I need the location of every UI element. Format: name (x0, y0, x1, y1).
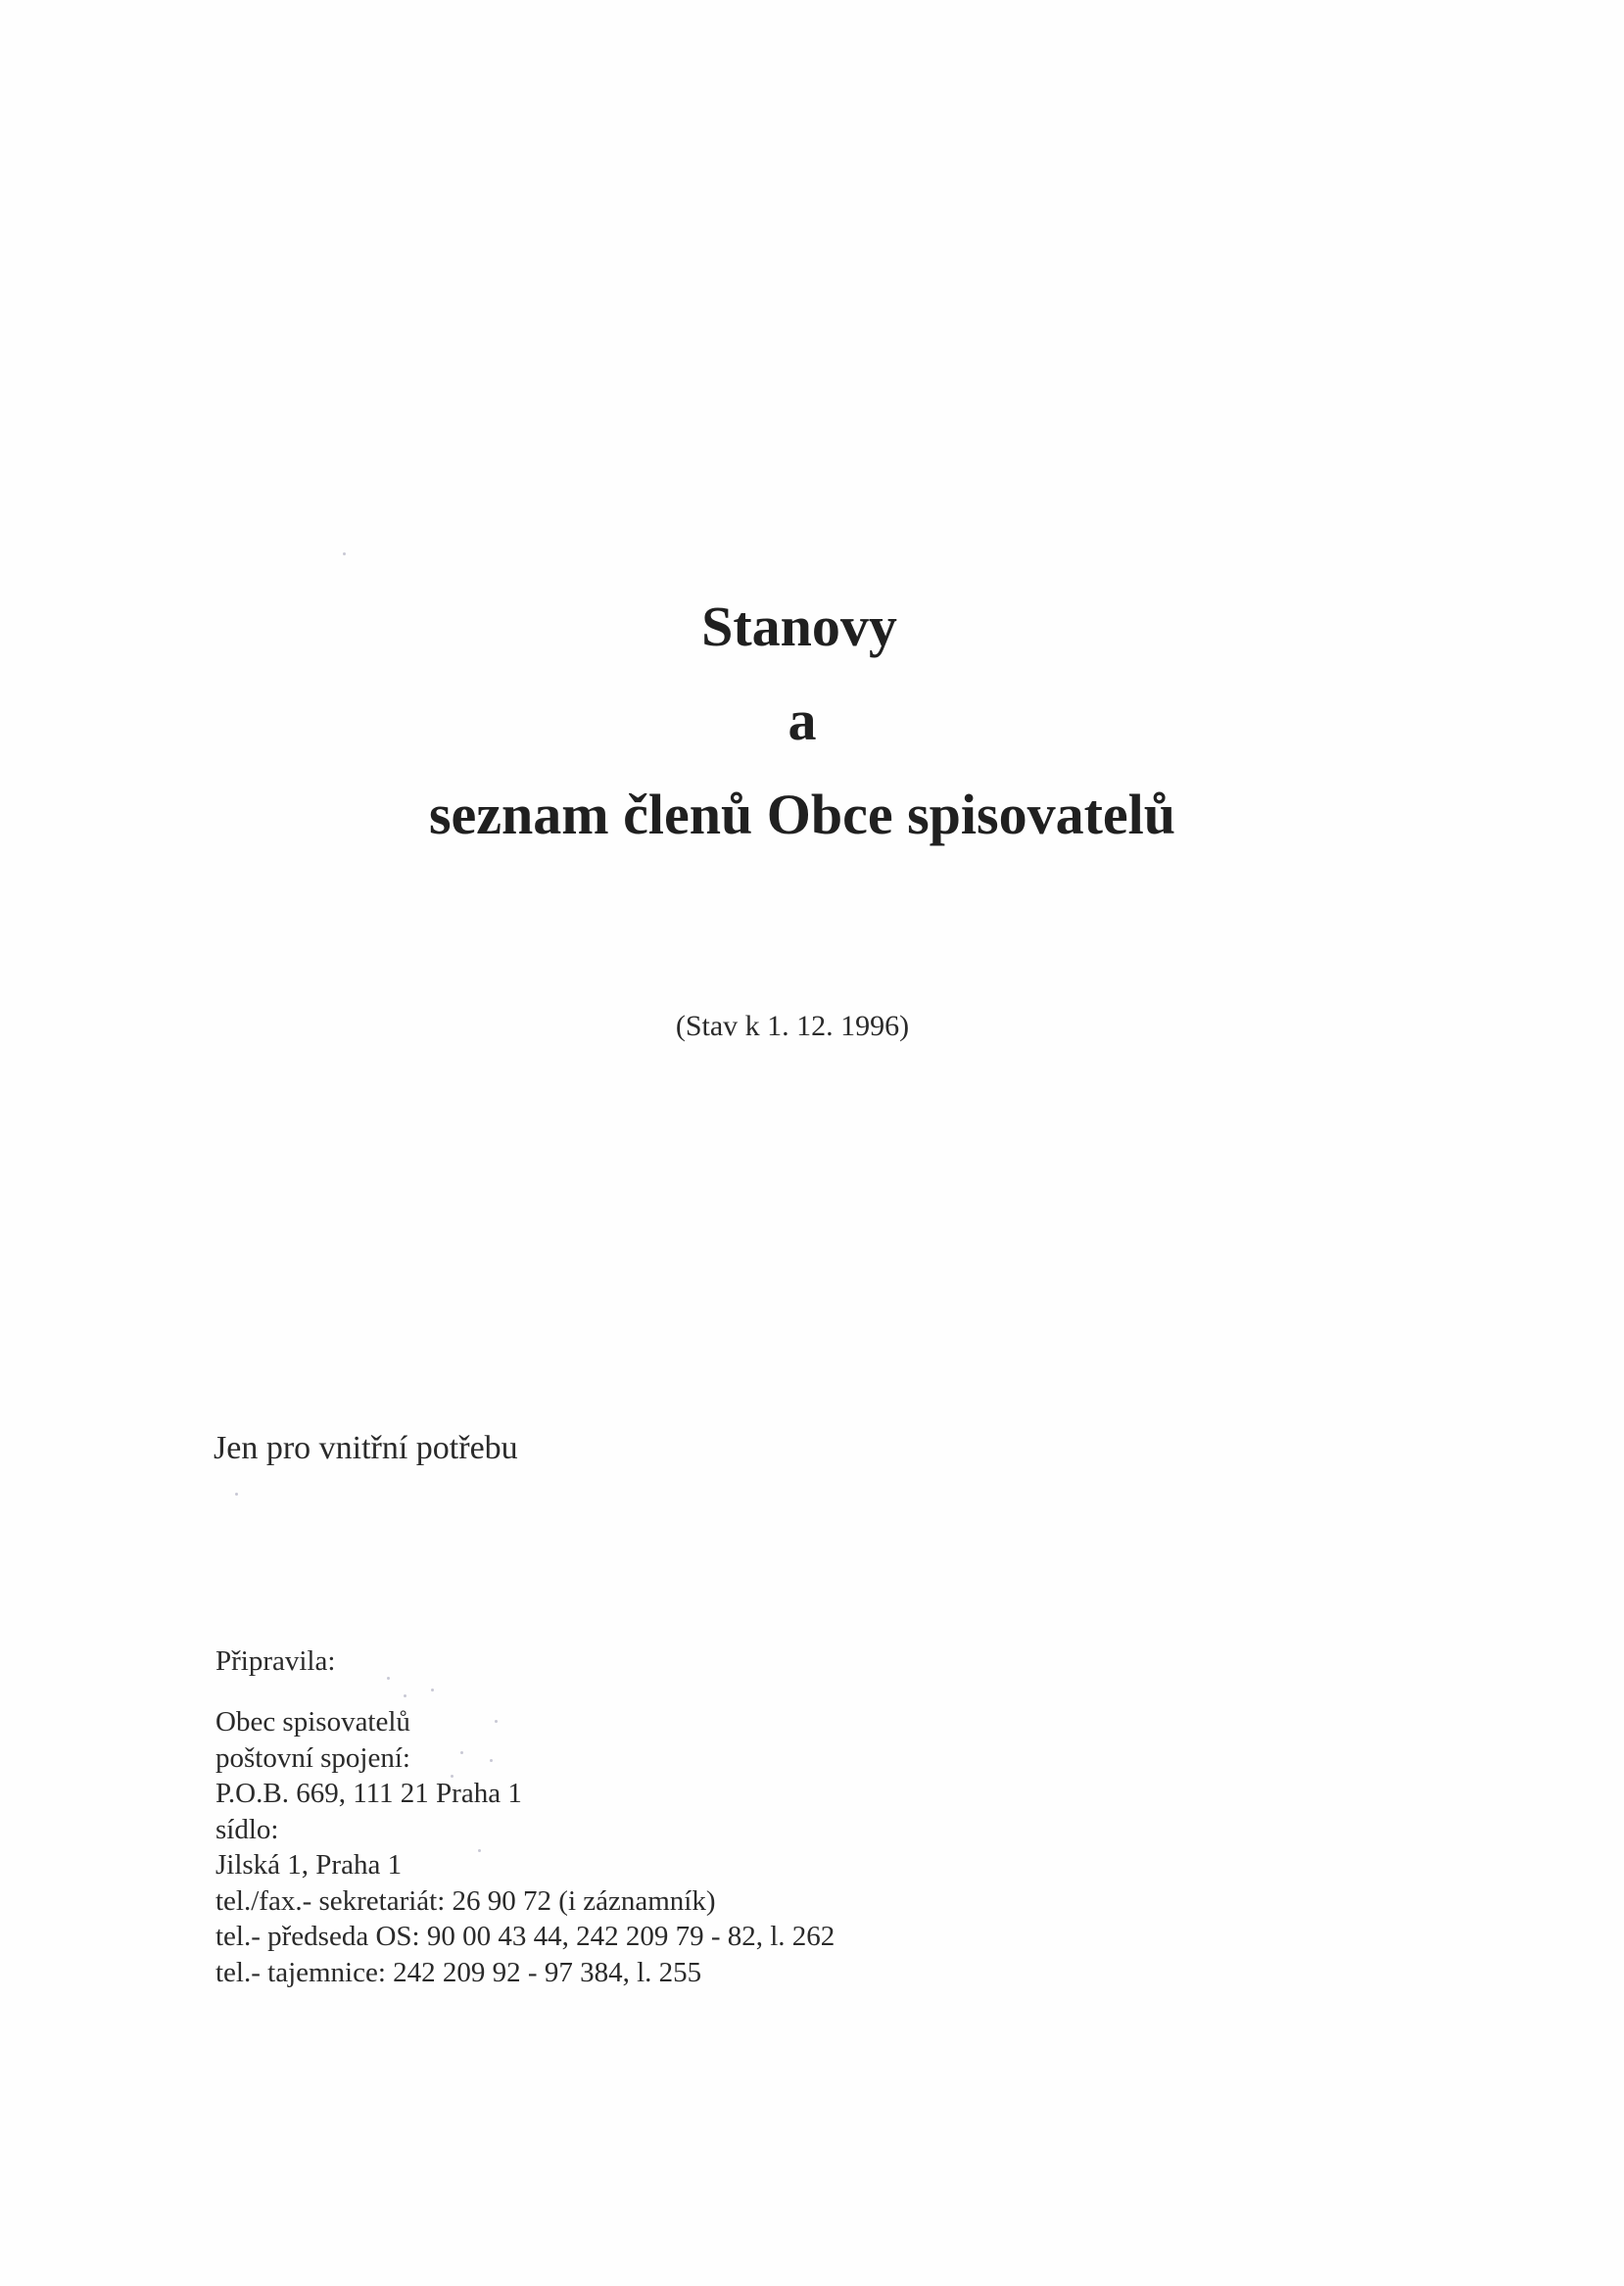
address-line-organization: Obec spisovatelů (215, 1706, 410, 1738)
stamp-speck (431, 1689, 434, 1691)
contact-address-block (215, 1704, 835, 1990)
stamp-speck (478, 1849, 481, 1852)
stamp-speck (404, 1694, 406, 1697)
status-date: (Stav k 1. 12. 1996) (675, 1010, 910, 1042)
address-line-postal-label: poštovní spojení: (215, 1741, 410, 1774)
address-line-po-box: P.O.B. 669, 111 21 Praha 1 (215, 1778, 522, 1809)
stamp-speck (387, 1677, 390, 1680)
address-line-secretary-phone: tel.- tajemnice: 242 209 92 - 97 384, l. 255 (215, 1956, 702, 1988)
address-line-seat-label: sídlo: (215, 1813, 279, 1845)
stamp-speck (235, 1493, 238, 1496)
address-line-secretariat-phone: tel./fax.- sekretariát: 26 90 72 (i záznamník) (215, 1884, 716, 1917)
title-line-conjunction: a (788, 689, 817, 752)
address-line-street: Jilská 1, Praha 1 (215, 1849, 403, 1881)
stamp-speck (495, 1720, 498, 1723)
title-line-member-list: seznam členů Obce spisovatelů (428, 783, 1176, 846)
document-title (0, 580, 1624, 862)
stamp-speck (460, 1751, 463, 1754)
stamp-speck (343, 552, 346, 555)
stamp-speck (490, 1759, 493, 1762)
internal-use-note: Jen pro vnitřní potřebu (214, 1430, 518, 1466)
address-line-chairman-phone: tel.- předseda OS: 90 00 43 44, 242 209 79 - 82, l. 262 (215, 1921, 836, 1952)
stamp-speck (451, 1775, 454, 1778)
title-line-stanovy: Stanovy (701, 595, 897, 658)
prepared-by-label: Připravila: (215, 1645, 336, 1677)
